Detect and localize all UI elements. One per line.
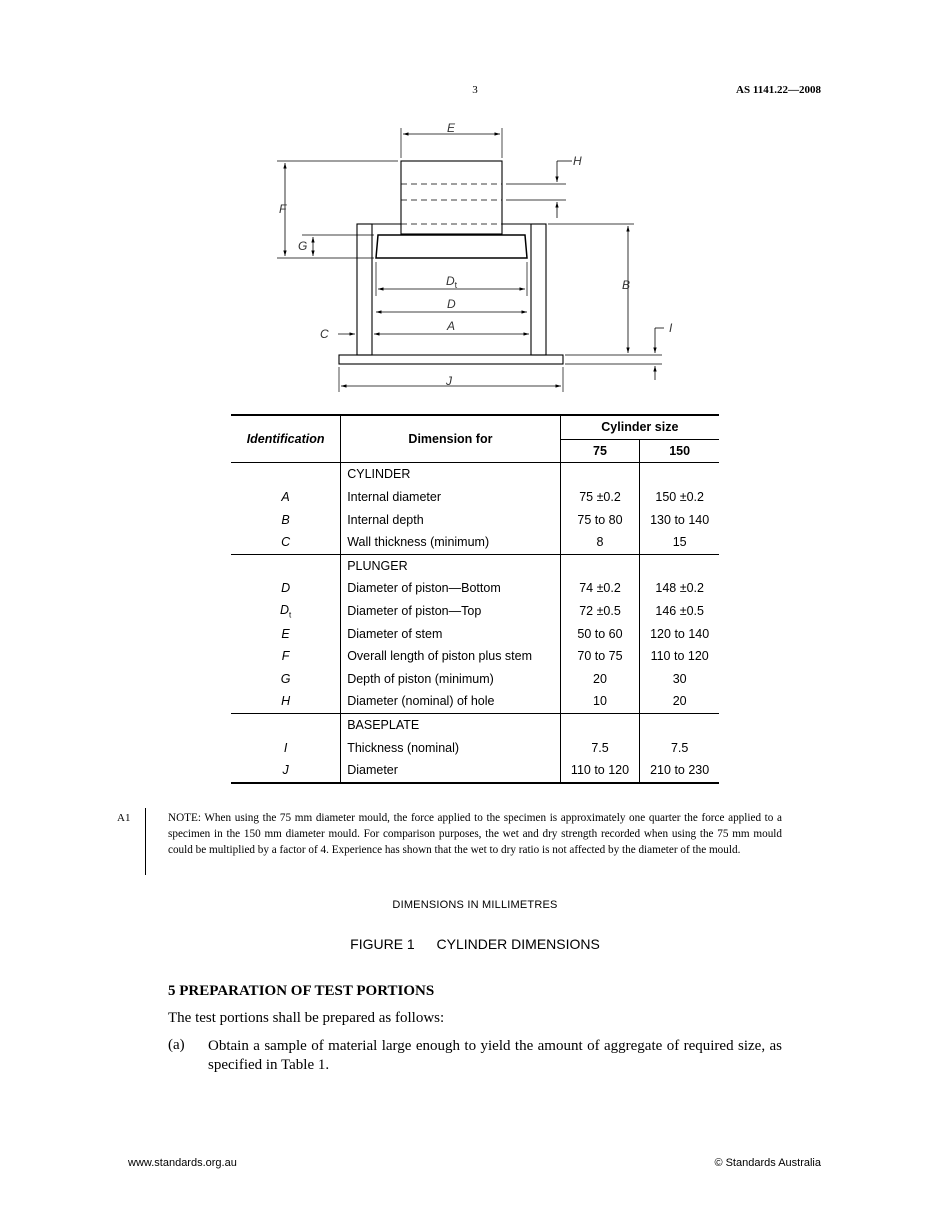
amendment-bar xyxy=(145,808,146,875)
label-A: A xyxy=(447,319,456,333)
col-header-cylinder-size: Cylinder size xyxy=(560,415,719,439)
figure-caption xyxy=(0,936,950,952)
section-title: BASEPLATE xyxy=(341,713,560,736)
table-row: C Wall thickness (minimum) 8 15 xyxy=(231,531,719,554)
label-G: G xyxy=(298,239,308,253)
standard-id: AS 1141.22—2008 xyxy=(736,84,821,96)
diagram-geometry xyxy=(277,128,664,392)
cylinder-diagram xyxy=(260,112,690,397)
table-row: J Diameter 110 to 120 210 to 230 xyxy=(231,759,719,783)
section-row xyxy=(231,463,719,486)
section-row xyxy=(231,713,719,736)
label-D: D xyxy=(447,297,456,311)
table-row: G Depth of piston (minimum) 20 30 xyxy=(231,668,719,691)
label-C: C xyxy=(320,327,329,341)
label-H: H xyxy=(573,154,582,168)
list-item-label: (a) xyxy=(168,1037,185,1053)
label-I: I xyxy=(669,321,673,335)
dimensions-caption: DIMENSIONS IN MILLIMETRES xyxy=(392,899,558,911)
list-item-text: Obtain a sample of material large enough to yield the amount of aggregate of required size, as specified in Table 1. xyxy=(208,1038,782,1073)
label-J: J xyxy=(446,374,452,388)
amendment-label: A1 xyxy=(117,812,131,824)
section-intro: The test portions shall be prepared as follows: xyxy=(168,1010,445,1026)
col-header-dimension-for: Dimension for xyxy=(341,415,560,463)
label-Dt: $D_t$ xyxy=(446,274,458,290)
figure-note: NOTE: When using the 75 mm diameter mould, the force applied to the specimen is approximately one quarter the force applied to a specimen in the 150 mm diameter mould. For comparison purposes, the wet and dry strength recorded when using the 75 mm mould could be multiplied by a factor of 4. Experience has shown that the wet to dry ratio is not affected by the diameter of the mould. xyxy=(168,812,782,856)
section-title: CYLINDER xyxy=(341,463,560,486)
section-row xyxy=(231,554,719,577)
section-title: PLUNGER xyxy=(341,554,560,577)
table-row: B Internal depth 75 to 80 130 to 140 xyxy=(231,508,719,531)
table-row: F Overall length of piston plus stem 70 to 75 110 to 120 xyxy=(231,645,719,668)
plunger-piston xyxy=(376,235,527,258)
baseplate xyxy=(339,355,563,364)
footer-copyright: © Standards Australia xyxy=(714,1157,821,1169)
col-header-identification: Identification xyxy=(231,415,341,463)
plunger-stem xyxy=(401,161,502,234)
col-header-150: 150 xyxy=(640,439,719,463)
dimensions-table xyxy=(231,414,719,784)
col-header-75: 75 xyxy=(560,439,640,463)
label-F: F xyxy=(279,202,287,216)
cylinder-left-wall xyxy=(357,224,372,355)
table-row: I Thickness (nominal) 7.5 7.5 xyxy=(231,736,719,759)
section-heading: 5 PREPARATION OF TEST PORTIONS xyxy=(168,983,435,999)
label-B: B xyxy=(622,278,631,292)
table-row: H Diameter (nominal) of hole 10 20 xyxy=(231,690,719,713)
table-row: E Diameter of stem 50 to 60 120 to 140 xyxy=(231,622,719,645)
figure-label: FIGURE 1 xyxy=(350,936,415,952)
footer-website[interactable]: www.standards.org.au xyxy=(128,1157,237,1169)
figure-title: CYLINDER DIMENSIONS xyxy=(436,936,600,952)
label-E: E xyxy=(447,121,456,135)
page-number: 3 xyxy=(472,84,478,96)
table-row: A Internal diameter 75 ±0.2 150 ±0.2 xyxy=(231,486,719,509)
table-row: $D_t$ Diameter of piston—Top 72 ±0.5 146 ±0.5 xyxy=(231,600,719,623)
table-row: D Diameter of piston—Bottom 74 ±0.2 148 ±0.2 xyxy=(231,577,719,600)
cylinder-right-wall xyxy=(531,224,546,355)
